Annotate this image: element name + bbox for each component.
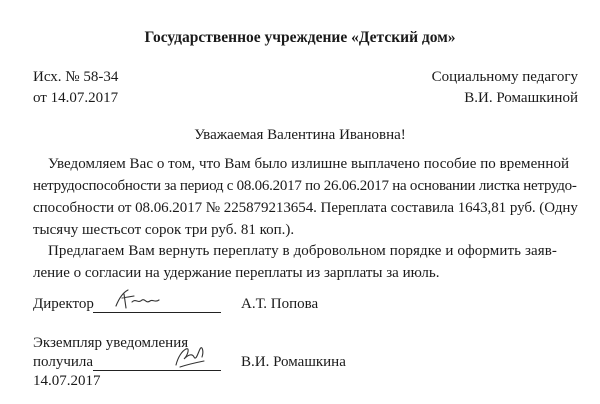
paragraph-line: Предлагаем Вам вернуть переплату в добровольном порядке и оформить заяв- bbox=[48, 243, 558, 259]
director-signature bbox=[112, 286, 162, 312]
copy-received-label: Экземпляр уведомления bbox=[33, 335, 189, 351]
paragraph-line: нетрудоспособности за период с 08.06.2017 по 26.06.2017 на основании листка нетрудо- bbox=[33, 178, 577, 194]
outgoing-number: Исх. № 58-34 bbox=[33, 69, 119, 85]
director-label: Директор bbox=[33, 296, 94, 312]
paragraph-line: тысячу шестьсот сорок три руб. 81 коп.). bbox=[33, 222, 295, 238]
director-name: А.Т. Попова bbox=[241, 296, 319, 312]
recipient-name: В.И. Ромашкиной bbox=[464, 90, 578, 106]
recipient-signature bbox=[172, 341, 208, 371]
salutation: Уважаемая Валентина Ивановна! bbox=[194, 127, 406, 143]
received-by-label: получила bbox=[33, 354, 94, 370]
paragraph-line: ление о согласии на удержание переплаты из зарплаты за июль. bbox=[33, 265, 440, 281]
paragraph-line: Уведомляем Вас о том, что Вам было излишне выплачено пособие по временной bbox=[48, 156, 570, 172]
recipient-role: Социальному педагогу bbox=[431, 69, 578, 85]
outgoing-date: от 14.07.2017 bbox=[33, 90, 119, 106]
paragraph-line: способности от 08.06.2017 № 225879213654. Переплата составила 1643,81 руб. (Одну bbox=[33, 200, 578, 216]
organization-title: Государственное учреждение «Детский дом» bbox=[144, 29, 456, 46]
received-date: 14.07.2017 bbox=[33, 373, 101, 389]
recipient-sign-name: В.И. Ромашкина bbox=[241, 354, 346, 370]
director-signature-line bbox=[93, 312, 221, 313]
